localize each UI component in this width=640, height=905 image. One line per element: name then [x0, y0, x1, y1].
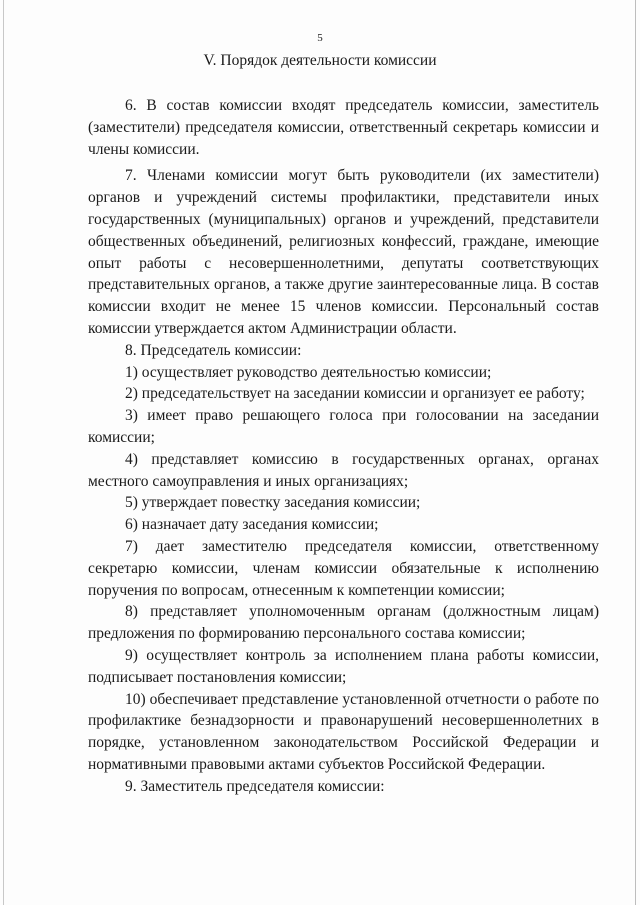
paragraph-8: 8. Председатель комиссии:: [125, 341, 302, 359]
document-body: [88, 95, 599, 798]
list-item-10: 10) обеспечивает представление установленной отчетности о работе по профилактике безнадзорности и правонарушений несовершеннолетних в порядке, установленном законодательством Российской Федерации и нормативными правовыми актами субъектов Российской Федерации.: [88, 690, 599, 773]
paragraph-9: 9. Заместитель председателя комиссии:: [125, 777, 385, 795]
list-item-5: 5) утверждает повестку заседания комиссии;: [125, 494, 421, 512]
list-item-3: 3) имеет право решающего голоса при голосовании на заседании комиссии;: [88, 407, 599, 446]
list-item-8: 8) представляет уполномоченным органам (должностным лицам) предложения по формированию персонального состава комиссии;: [88, 603, 599, 643]
paragraph-7: 7. Членами комиссии могут быть руководители (их заместители) органов и учреждений системы профилактики, представители иных государственных (муниципальных) органов и учреждений, представители общественных объединений, религиозных конфессий, граждане, имеющие опыт работы с несовершеннолетними, депутаты соответствующих представительных органов, а также другие заинтересованные лица. В состав комиссии входит не менее 15 членов комиссии. Персональный состав комиссии утверждается актом Администрации области.: [88, 167, 599, 337]
scan-edge-left: [3, 0, 4, 905]
list-item-2: 2) председательствует на заседании комиссии и организует ее работу;: [125, 385, 585, 403]
list-item-7: 7) дает заместителю председателя комиссии, ответственному секретарю комиссии, членам комиссии обязательные к исполнению поручения по вопросам, отнесенным к компетенции комиссии;: [88, 537, 599, 599]
list-item-1: 1) осуществляет руководство деятельностью комиссии;: [125, 363, 492, 381]
paragraph-6: 6. В состав комиссии входят председатель комиссии, заместитель (заместители) председателя комиссии, ответственный секретарь комиссии и члены комиссии.: [88, 97, 599, 158]
list-item-9: 9) осуществляет контроль за исполнением плана работы комиссии, подписывает постановления комиссии;: [88, 646, 599, 686]
section-title: V. Порядок деятельности комиссии: [203, 52, 437, 69]
list-item-6: 6) назначает дату заседания комиссии;: [125, 516, 379, 534]
scan-edge-right: [635, 0, 636, 905]
page-number: 5: [317, 32, 323, 44]
list-item-4: 4) представляет комиссию в государственных органах, органах местного самоуправления и иных организациях;: [88, 450, 599, 490]
